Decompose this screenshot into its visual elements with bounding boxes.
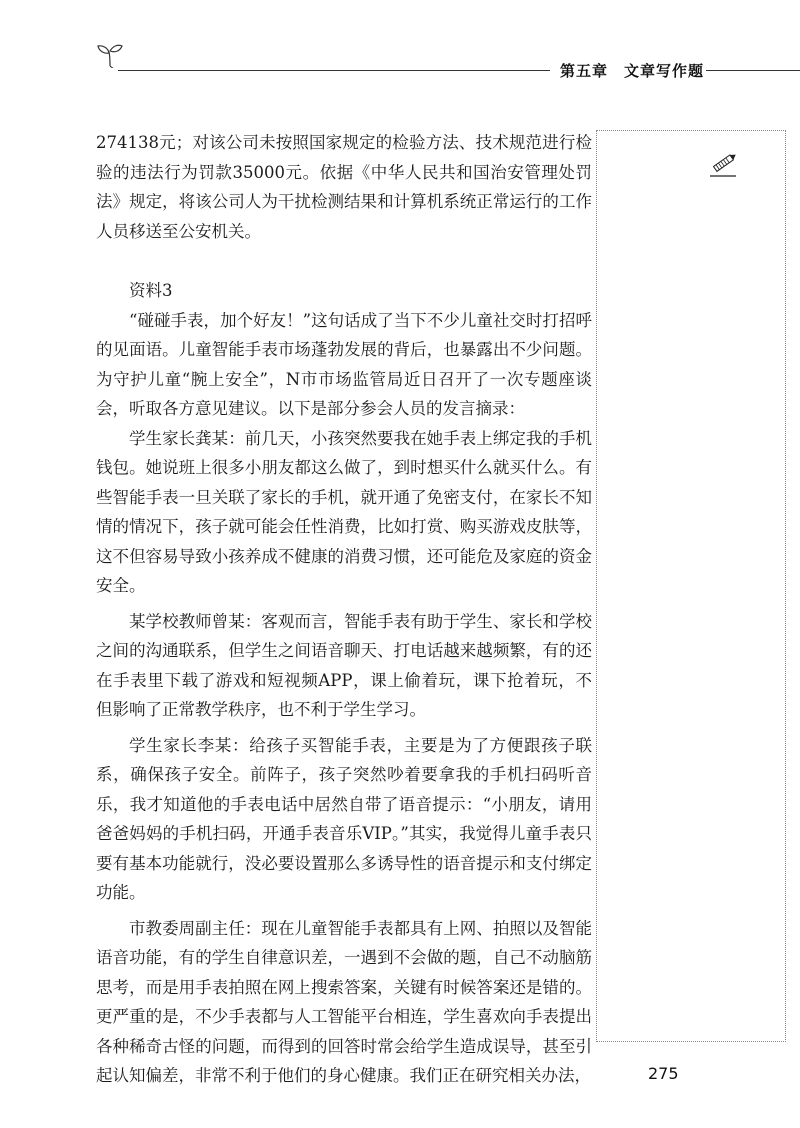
- page-number: 275: [648, 1064, 679, 1083]
- sprout-icon: [96, 40, 124, 68]
- section-label: 资料3: [129, 281, 173, 300]
- header-rule-left: [118, 70, 550, 71]
- chapter-title: 第五章 文章写作题: [560, 62, 705, 80]
- header-rule-right: [706, 70, 800, 71]
- paragraph-continuation: 274138元；对该公司未按照国家规定的检验方法、技术规范进行检验的违法行为罚款35000元。依据《中华人民共和国治安管理处罚法》规定，将该公司人为干扰检测结果和计算机系统正常运行的工作人员移送至公安机关。: [96, 133, 592, 241]
- statement-paragraph-3: 学生家长李某：给孩子买智能手表，主要是为了方便跟孩子联系，确保孩子安全。前阵子，孩子突然吵着要拿我的手机扫码听音乐，我才知道他的手表电话中居然自带了语音提示：“小朋友，请用爸爸妈妈的手机扫码，开通手表音乐VIP。”其实，我觉得儿童手表只要有基本功能就行，没必要设置那么多诱导性的语音提示和支付绑定功能。: [96, 735, 592, 902]
- statement-paragraph-4: 市教委周副主任：现在儿童智能手表都具有上网、拍照以及智能语音功能，有的学生自律意识差，一遇到不会做的题，自己不动脑筋思考，而是用手表拍照在网上搜索答案，关键有时候答案还是错的。更严重的是，不少手表都与人工智能平台相连，学生喜欢向手表提出各种稀奇古怪的问题，而得到的回答时常会给学生造成误导，甚至引起认知偏差，非常不利于他们的身心健康。我们正在研究相关办法，: [96, 918, 592, 1085]
- pencil-icon: [708, 150, 740, 180]
- notes-margin-box: [596, 130, 786, 1042]
- statement-paragraph-1: 学生家长龚某：前几天，小孩突然要我在她手表上绑定我的手机钱包。她说班上很多小朋友都这么做了，到时想买什么就买什么。有些智能手表一旦关联了家长的手机，就开通了免密支付，在家长不知情的情况下，孩子就可能会任性消费，比如打赏、购买游戏皮肤等，这不但容易导致小孩养成不健康的消费习惯，还可能危及家庭的资金安全。: [96, 428, 592, 595]
- page-body: [96, 128, 592, 1091]
- paragraph-intro: “碰碰手表，加个好友！”这句话成了当下不少儿童社交时打招呼的见面语。儿童智能手表市场蓬勃发展的背后，也暴露出不少问题。为守护儿童“腕上安全”，N市市场监管局近日召开了一次专题座谈会，听取各方意见建议。以下是部分参会人员的发言摘录：: [96, 310, 592, 418]
- statement-paragraph-2: 某学校教师曾某：客观而言，智能手表有助于学生、家长和学校之间的沟通联系，但学生之间语音聊天、打电话越来越频繁，有的还在手表里下载了游戏和短视频APP，课上偷着玩，课下抢着玩，不但影响了正常教学秩序，也不利于学生学习。: [96, 611, 592, 719]
- page-header: [0, 0, 800, 100]
